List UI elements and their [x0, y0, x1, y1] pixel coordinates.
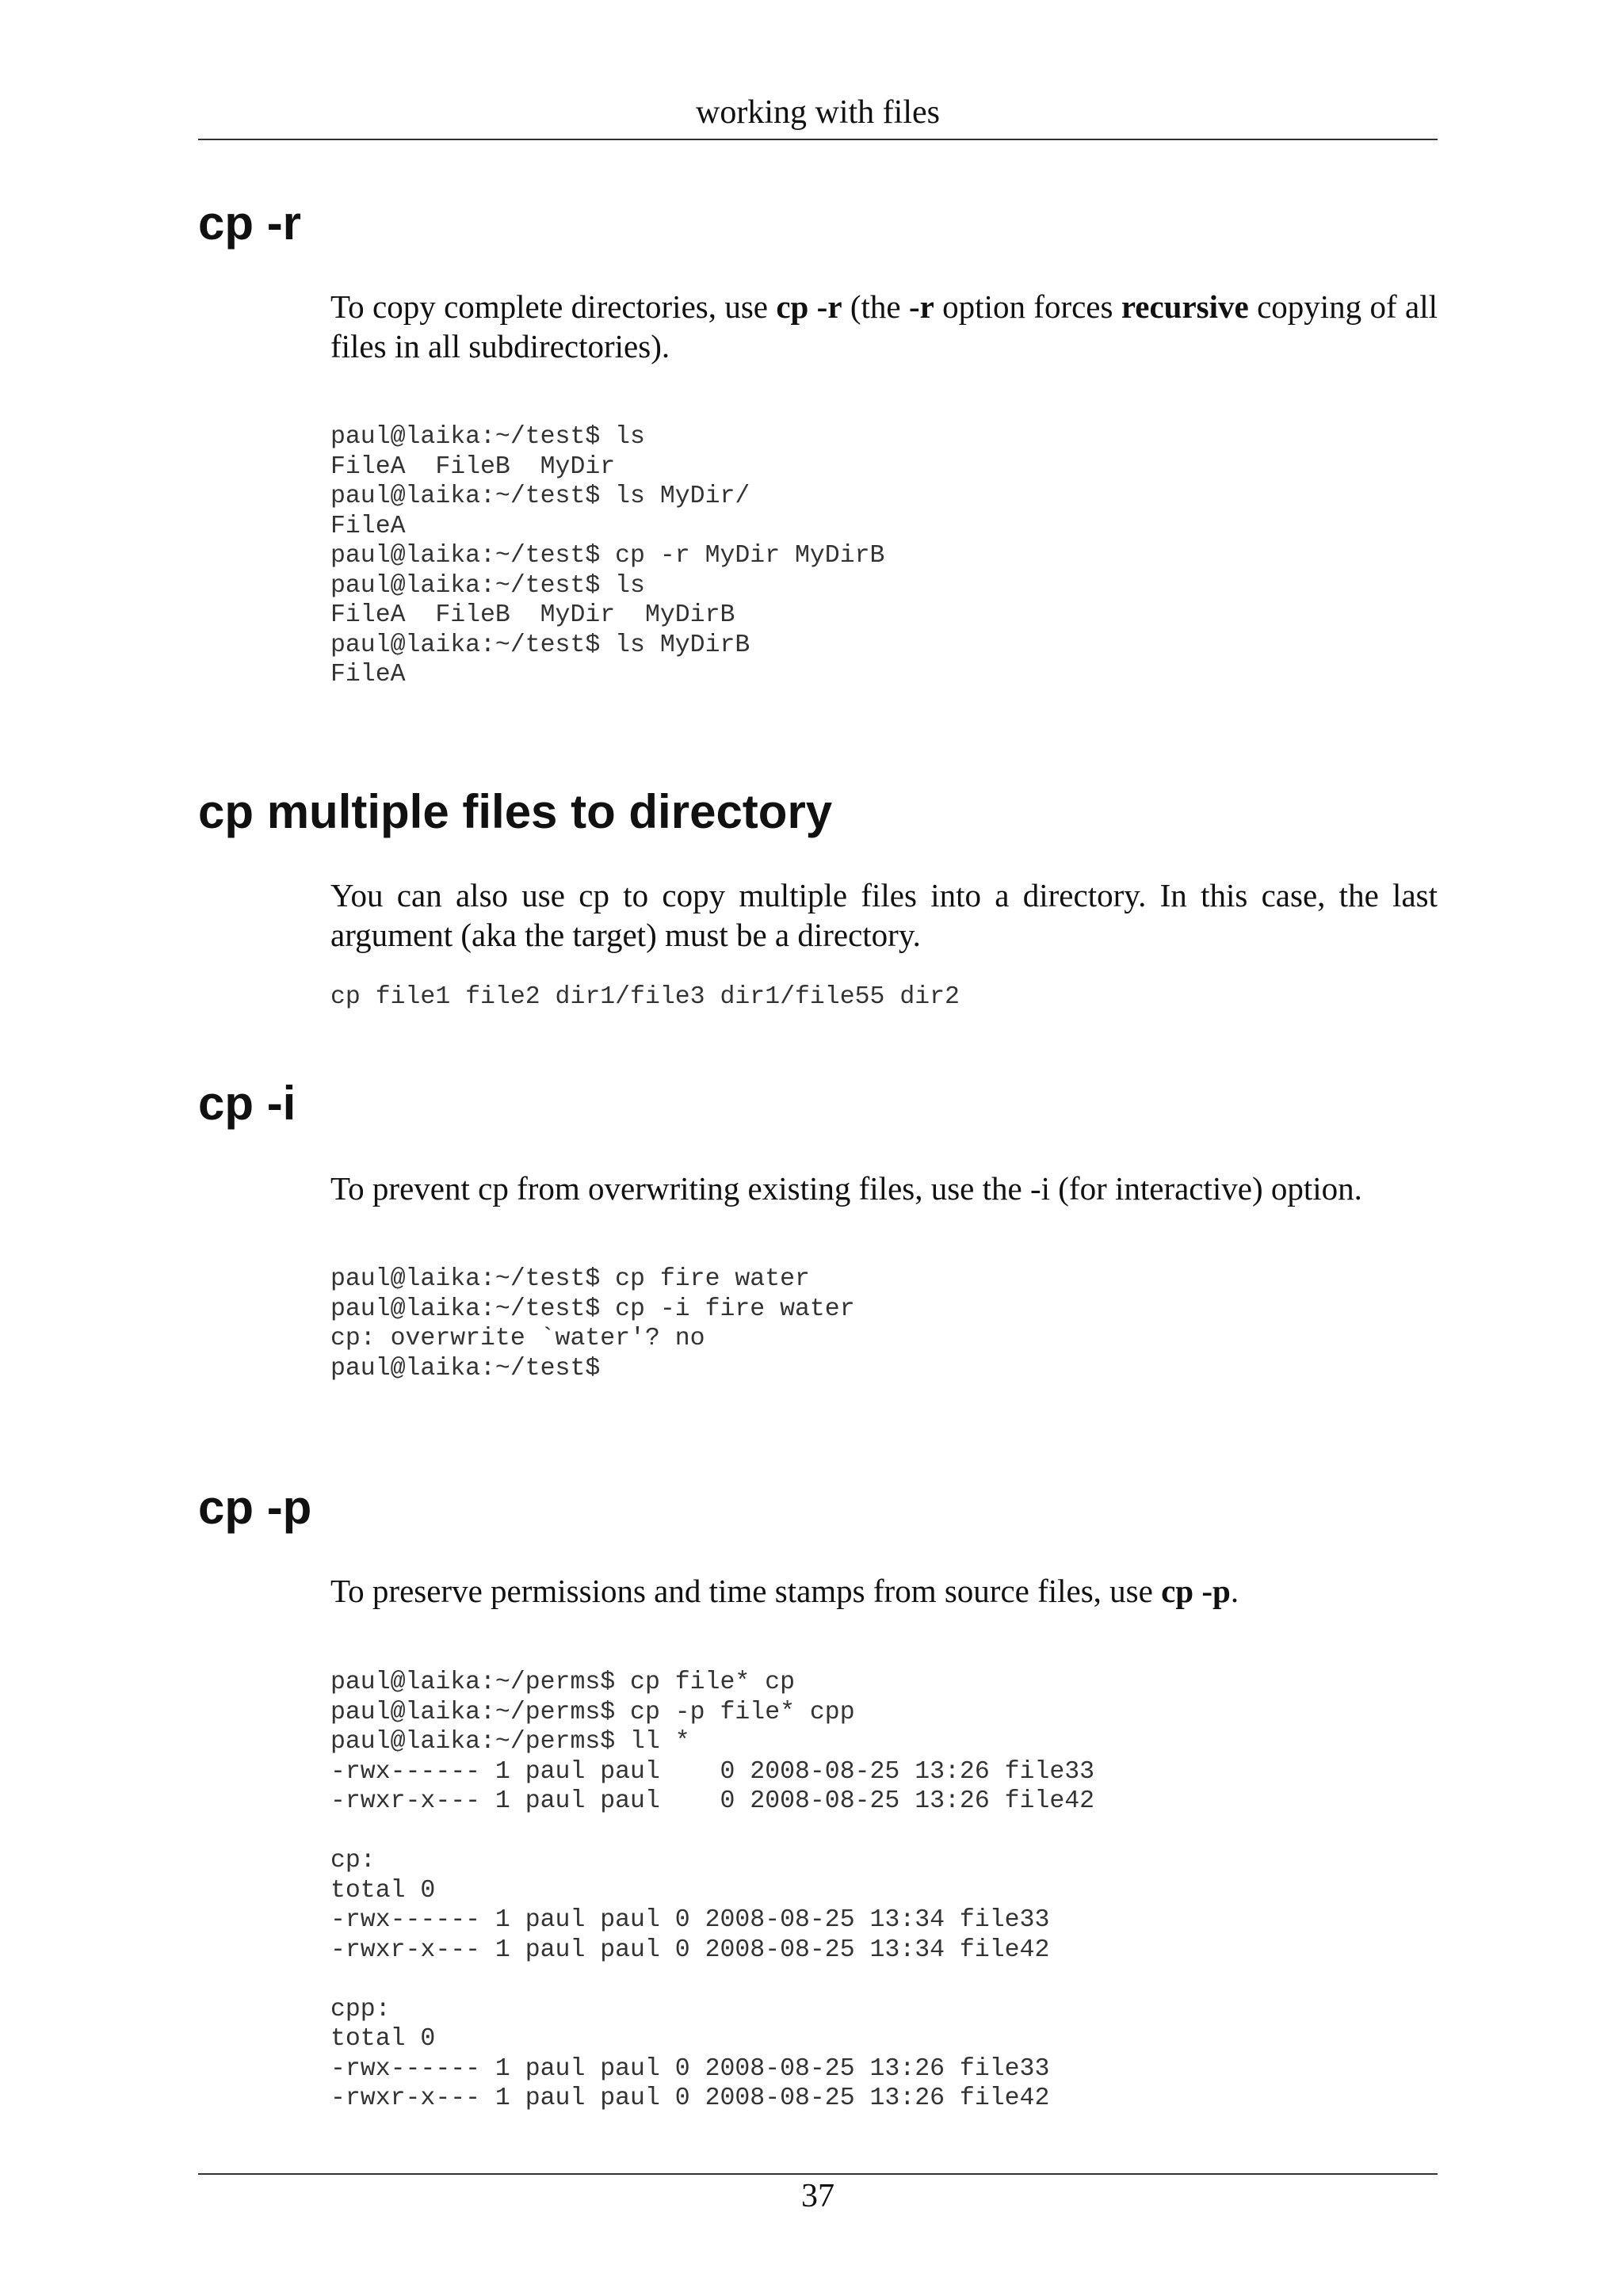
header-rule — [198, 139, 1438, 140]
bold-command: cp -p — [1161, 1573, 1231, 1609]
text-run: option forces — [934, 288, 1121, 325]
code-block-cp-r: paul@laika:~/test$ ls FileA FileB MyDir paul@laika:~/test$ ls MyDir/ FileA paul@laika:~/test$ cp -r MyDir MyDirB paul@laika:~/test$ ls FileA FileB MyDir MyDirB paul@laika:~/test$ ls MyDirB FileA — [330, 423, 885, 688]
section-paragraph-cp-i — [330, 1169, 1438, 1208]
code-block-cp-p: paul@laika:~/perms$ cp file* cp paul@laika:~/perms$ cp -p file* cpp paul@laika:~/perms$ ll * -rwx------ 1 paul paul 0 2008-08-25 13:26 file33 -rwxr-x--- 1 paul paul 0 2008-08-25 13:26 file42 cp: total 0 -rwx------ 1 paul paul 0 2008-08-25 13:34 file33 -rwxr-x--- 1 paul paul 0 2008-08-25 13:34 file42 cpp: total 0 -rwx------ 1 paul paul 0 2008-08-25 13:26 file33 -rwxr-x--- 1 paul paul 0 2008-08-25 13:26 file42 — [330, 1669, 1095, 2112]
section-paragraph-cp-r — [330, 287, 1438, 366]
text-run: (the — [842, 288, 909, 325]
bold-command: cp -r — [776, 288, 842, 325]
section-heading-cp-i: cp -i — [198, 1077, 296, 1130]
bold-option: -r — [908, 288, 934, 325]
text-run: . — [1230, 1573, 1239, 1609]
page-number: 37 — [801, 2178, 834, 2214]
bold-term: recursive — [1121, 288, 1249, 325]
section-paragraph-cp-multiple — [330, 875, 1438, 955]
text-run: To preserve permissions and time stamps from source files, use — [330, 1573, 1162, 1609]
text-run: copying of all files in all subdirectories). — [330, 288, 1438, 364]
text-run: To prevent cp from overwriting existing files, use the -i (for interactive) option. — [330, 1170, 1362, 1207]
code-block-cp-i: paul@laika:~/test$ cp fire water paul@laika:~/test$ cp -i fire water cp: overwrite `water'? no paul@laika:~/test$ — [330, 1265, 855, 1383]
section-heading-cp-p: cp -p — [198, 1481, 312, 1534]
section-paragraph-cp-p — [330, 1571, 1438, 1611]
text-run: You can also use cp to copy multiple files into a directory. In this case, the last argument (aka the target) must be a directory. — [330, 877, 1438, 953]
text-run: To copy complete directories, use — [330, 288, 777, 325]
code-block-cp-multiple: cp file1 file2 dir1/file3 dir1/file55 dir2 — [330, 983, 960, 1011]
section-heading-cp-multiple: cp multiple files to directory — [198, 785, 833, 838]
section-heading-cp-r: cp -r — [198, 196, 302, 250]
running-header: working with files — [696, 94, 940, 131]
